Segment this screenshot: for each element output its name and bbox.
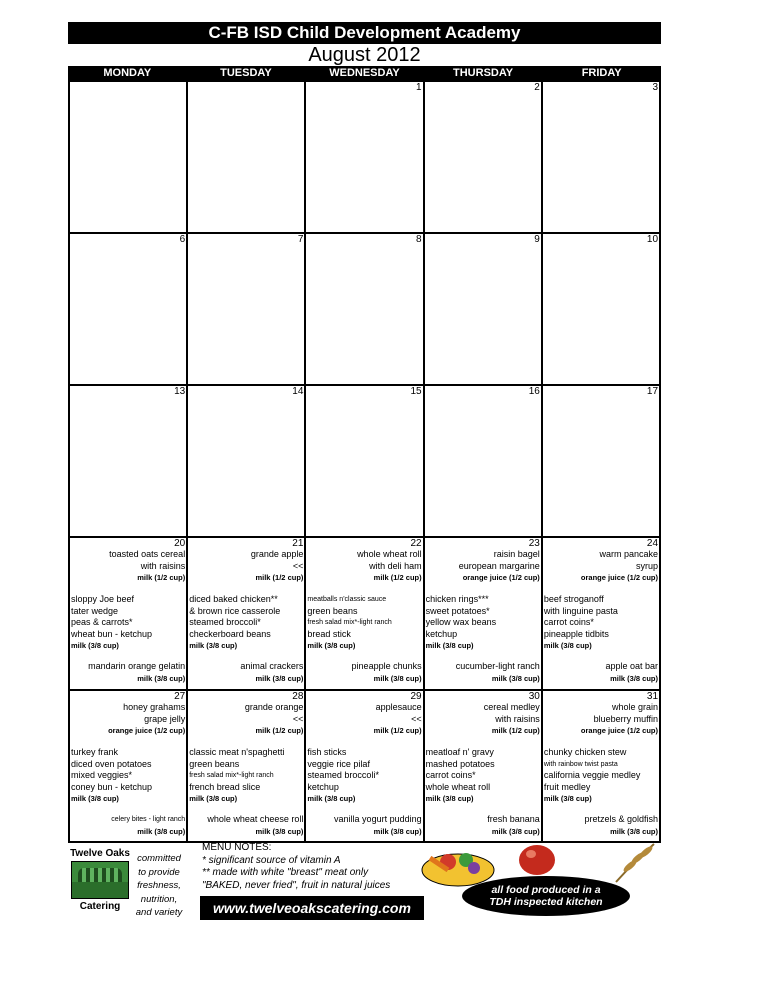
lunch-drink: milk (3/8 cup): [425, 641, 474, 650]
spacer: [307, 804, 421, 814]
date-number: 31: [646, 691, 659, 702]
date-number: 15: [410, 386, 422, 397]
day-cell-friday: [541, 538, 659, 689]
breakfast-drink: milk (1/2 cup): [255, 573, 304, 582]
lunch-item: sloppy Joe beef: [71, 594, 135, 604]
date-number: 22: [410, 538, 422, 549]
snack-drink: milk (3/8 cup): [137, 826, 186, 836]
lunch-item: steamed broccoli*: [189, 617, 261, 627]
day-cell-monday: [70, 538, 186, 689]
breakfast-drink: orange juice (1/2 cup): [462, 573, 540, 582]
spacer: [307, 583, 421, 594]
date-number: 9: [534, 234, 540, 245]
lunch-item: ketchup: [425, 628, 458, 639]
spacer: [544, 804, 658, 814]
lunch-item: with rainbow twist pasta: [543, 760, 618, 768]
day-cell-monday: [70, 691, 186, 841]
breakfast-item: warm pancake: [599, 549, 659, 559]
day-cell-monday: [70, 386, 186, 536]
lunch-item: checkerboard beans: [189, 628, 271, 639]
day-cell-friday: [541, 386, 659, 536]
breakfast-item: raisin bagel: [493, 549, 540, 559]
lunch-item: yellow wax beans: [425, 617, 497, 627]
day-cell-wednesday: [304, 82, 422, 232]
breakfast-item: applesauce: [375, 702, 422, 712]
twelve-oaks-logo: Twelve Oaks Catering: [70, 848, 130, 912]
day-header-wednesday: WEDNESDAY: [329, 67, 400, 79]
weekday-header: [68, 66, 661, 80]
website-link[interactable]: www.twelveoakscatering.com: [200, 896, 424, 920]
breakfast-item: toasted oats cereal: [109, 549, 186, 559]
apple-icon: [515, 838, 559, 876]
spacer: [307, 736, 421, 747]
lunch-item: fish sticks: [307, 747, 347, 757]
wheat-icon: [608, 838, 660, 884]
week-row: [70, 232, 659, 384]
spacer: [426, 651, 540, 661]
snack-item: cucumber-light ranch: [455, 661, 540, 671]
day-cell-thursday: [423, 234, 541, 384]
date-number: 7: [297, 234, 304, 245]
breakfast-item: honey grahams: [123, 702, 186, 712]
snack-drink: milk (3/8 cup): [491, 826, 540, 836]
snack-item: fresh banana: [487, 814, 540, 824]
tagline: committed to provide freshness, nutrition, and variety: [135, 853, 183, 918]
breakfast-item: with raisins: [140, 560, 186, 571]
lunch-item: classic meat n'spaghetti: [189, 747, 285, 757]
lunch-item: diced oven potatoes: [71, 758, 152, 769]
breakfast-item: <<: [292, 560, 304, 571]
calendar-grid: [68, 80, 661, 843]
day-cell-thursday: [423, 538, 541, 689]
snack-item: celery bites - light ranch: [111, 816, 186, 823]
day-cell-tuesday: [186, 538, 304, 689]
month-title: August 2012: [308, 44, 421, 66]
snack-item: pineapple chunks: [351, 661, 422, 671]
lunch-drink: milk (3/8 cup): [71, 794, 119, 803]
spacer: [71, 583, 185, 594]
lunch-item: green beans: [189, 758, 240, 769]
footer: [68, 838, 661, 924]
spacer: [189, 651, 303, 661]
spacer: [71, 804, 185, 814]
day-cell-friday: [541, 234, 659, 384]
lunch-item: turkey frank: [71, 747, 119, 757]
day-header-monday: MONDAY: [103, 67, 152, 79]
day-cell-thursday: [423, 82, 541, 232]
day-header-tuesday: TUESDAY: [220, 67, 272, 79]
snack-drink: milk (3/8 cup): [610, 826, 659, 836]
lunch-item: french bread slice: [189, 781, 261, 792]
breakfast-item: grande apple: [250, 549, 304, 559]
day-cell-friday: [541, 691, 659, 841]
lunch-item: meatloaf n' gravy: [425, 747, 494, 757]
snack-drink: milk (3/8 cup): [491, 673, 540, 683]
lunch-item: mashed potatoes: [425, 758, 495, 769]
week-row: [70, 536, 659, 689]
breakfast-item: grande orange: [244, 702, 304, 712]
date-number: 6: [179, 234, 186, 245]
breakfast-item: syrup: [636, 560, 659, 571]
day-cell-tuesday: [186, 234, 304, 384]
breakfast-drink: milk (1/2 cup): [491, 726, 540, 735]
snack-item: animal crackers: [240, 661, 304, 671]
spacer: [544, 736, 658, 747]
snack-item: vanilla yogurt pudding: [334, 814, 422, 824]
date-number: 27: [174, 691, 186, 702]
date-number: 20: [174, 538, 186, 549]
lunch-item: chicken rings***: [425, 594, 489, 604]
lunch-item: mixed veggies*: [71, 770, 133, 780]
snack-drink: milk (3/8 cup): [255, 673, 304, 683]
menu-notes: MENU NOTES: * significant source of vitamin A ** made with white "breast" meat only "BAKED, never fried", fruit in natural juices: [202, 842, 391, 891]
lunch-item: pineapple tidbits: [543, 628, 609, 639]
week-row: [70, 689, 659, 841]
snack-drink: milk (3/8 cup): [373, 826, 422, 836]
spacer: [189, 583, 303, 594]
lunch-item: fresh salad mix*-light ranch: [189, 772, 274, 779]
date-number: 2: [534, 82, 540, 93]
snack-item: apple oat bar: [605, 661, 659, 671]
lunch-item: coney bun - ketchup: [71, 781, 153, 792]
snack-drink: milk (3/8 cup): [373, 673, 422, 683]
lunch-item: carrot coins*: [425, 770, 476, 780]
breakfast-item: european margarine: [458, 560, 540, 571]
lunch-item: sweet potatoes*: [425, 605, 490, 616]
date-number: 30: [528, 691, 540, 702]
lunch-item: peas & carrots*: [71, 617, 133, 627]
date-number: 29: [410, 691, 422, 702]
snack-drink: milk (3/8 cup): [610, 673, 659, 683]
lunch-item: steamed broccoli*: [307, 770, 379, 780]
week-row: [70, 80, 659, 232]
snack-drink: milk (3/8 cup): [255, 826, 304, 836]
day-cell-tuesday: [186, 691, 304, 841]
spacer: [307, 651, 421, 661]
lunch-item: ketchup: [307, 781, 339, 792]
day-cell-thursday: [423, 386, 541, 536]
lunch-item: wheat bun - ketchup: [71, 628, 153, 639]
spacer: [544, 583, 658, 594]
lunch-item: carrot coins*: [543, 617, 594, 627]
date-number: 24: [646, 538, 659, 549]
lunch-item: fresh salad mix*-light ranch: [307, 619, 392, 626]
snack-drink: milk (3/8 cup): [137, 673, 186, 683]
snack-item: pretzels & goldfish: [584, 814, 659, 824]
inspected-kitchen-badge: all food produced in a TDH inspected kitchen: [462, 876, 630, 916]
breakfast-item: with deli ham: [369, 560, 422, 571]
lunch-item: meatballs n'classic sauce: [307, 596, 387, 603]
lunch-item: diced baked chicken**: [189, 594, 278, 604]
lunch-item: california veggie medley: [543, 770, 641, 780]
breakfast-item: blueberry muffin: [593, 713, 659, 724]
lunch-drink: milk (3/8 cup): [543, 641, 592, 650]
date-number: 23: [528, 538, 540, 549]
calendar-page: [68, 22, 661, 843]
day-cell-tuesday: [186, 386, 304, 536]
lunch-drink: milk (3/8 cup): [307, 794, 356, 803]
lunch-item: beef stroganoff: [543, 594, 604, 604]
breakfast-drink: orange juice (1/2 cup): [580, 726, 659, 735]
breakfast-drink: milk (1/2 cup): [373, 726, 422, 735]
lunch-drink: milk (3/8 cup): [71, 641, 119, 650]
breakfast-drink: milk (1/2 cup): [137, 573, 186, 582]
date-number: 3: [652, 82, 659, 93]
date-number: 1: [416, 82, 422, 93]
date-number: 17: [646, 386, 659, 397]
snack-item: mandarin orange gelatin: [88, 661, 186, 671]
lunch-item: & brown rice casserole: [189, 605, 281, 616]
lunch-drink: milk (3/8 cup): [189, 794, 238, 803]
snack-item: whole wheat cheese roll: [207, 814, 304, 824]
breakfast-drink: milk (1/2 cup): [255, 726, 304, 735]
breakfast-item: cereal medley: [483, 702, 540, 712]
lunch-drink: milk (3/8 cup): [189, 641, 238, 650]
page-title: C-FB ISD Child Development Academy: [68, 22, 661, 44]
day-cell-wednesday: [304, 386, 422, 536]
spacer: [189, 804, 303, 814]
breakfast-item: grape jelly: [144, 713, 186, 724]
lunch-item: green beans: [307, 605, 358, 616]
lunch-item: tater wedge: [71, 605, 119, 616]
lunch-item: bread stick: [307, 628, 351, 639]
day-header-thursday: THURSDAY: [453, 67, 514, 79]
day-cell-tuesday: [186, 82, 304, 232]
lunch-item: chunky chicken stew: [543, 747, 627, 757]
breakfast-item: <<: [292, 713, 304, 724]
day-cell-thursday: [423, 691, 541, 841]
breakfast-drink: orange juice (1/2 cup): [108, 726, 186, 735]
day-cell-wednesday: [304, 234, 422, 384]
date-number: 13: [174, 386, 186, 397]
spacer: [426, 804, 540, 814]
date-number: 21: [292, 538, 304, 549]
date-number: 14: [292, 386, 304, 397]
day-header-friday: FRIDAY: [581, 67, 622, 79]
week-row: [70, 384, 659, 536]
lunch-item: with linguine pasta: [543, 605, 618, 616]
lunch-drink: milk (3/8 cup): [543, 794, 592, 803]
day-cell-friday: [541, 82, 659, 232]
lunch-drink: milk (3/8 cup): [307, 641, 356, 650]
lunch-drink: milk (3/8 cup): [425, 794, 474, 803]
logo-trees-image: [71, 861, 129, 899]
breakfast-drink: milk (1/2 cup): [373, 573, 422, 582]
spacer: [426, 736, 540, 747]
day-cell-wednesday: [304, 691, 422, 841]
spacer: [71, 651, 185, 661]
date-number: 8: [416, 234, 422, 245]
day-cell-monday: [70, 82, 186, 232]
day-cell-monday: [70, 234, 186, 384]
spacer: [544, 651, 658, 661]
breakfast-item: whole wheat roll: [357, 549, 422, 559]
date-number: 16: [528, 386, 540, 397]
breakfast-item: <<: [411, 713, 422, 724]
lunch-item: fruit medley: [543, 781, 591, 792]
date-number: 28: [292, 691, 304, 702]
breakfast-drink: orange juice (1/2 cup): [580, 573, 659, 582]
lunch-item: veggie rice pilaf: [307, 758, 370, 769]
breakfast-item: whole grain: [611, 702, 659, 712]
lunch-item: whole wheat roll: [425, 781, 491, 792]
spacer: [189, 736, 303, 747]
spacer: [426, 583, 540, 594]
day-cell-wednesday: [304, 538, 422, 689]
breakfast-item: with raisins: [495, 713, 540, 724]
date-number: 10: [646, 234, 659, 245]
spacer: [71, 736, 185, 747]
